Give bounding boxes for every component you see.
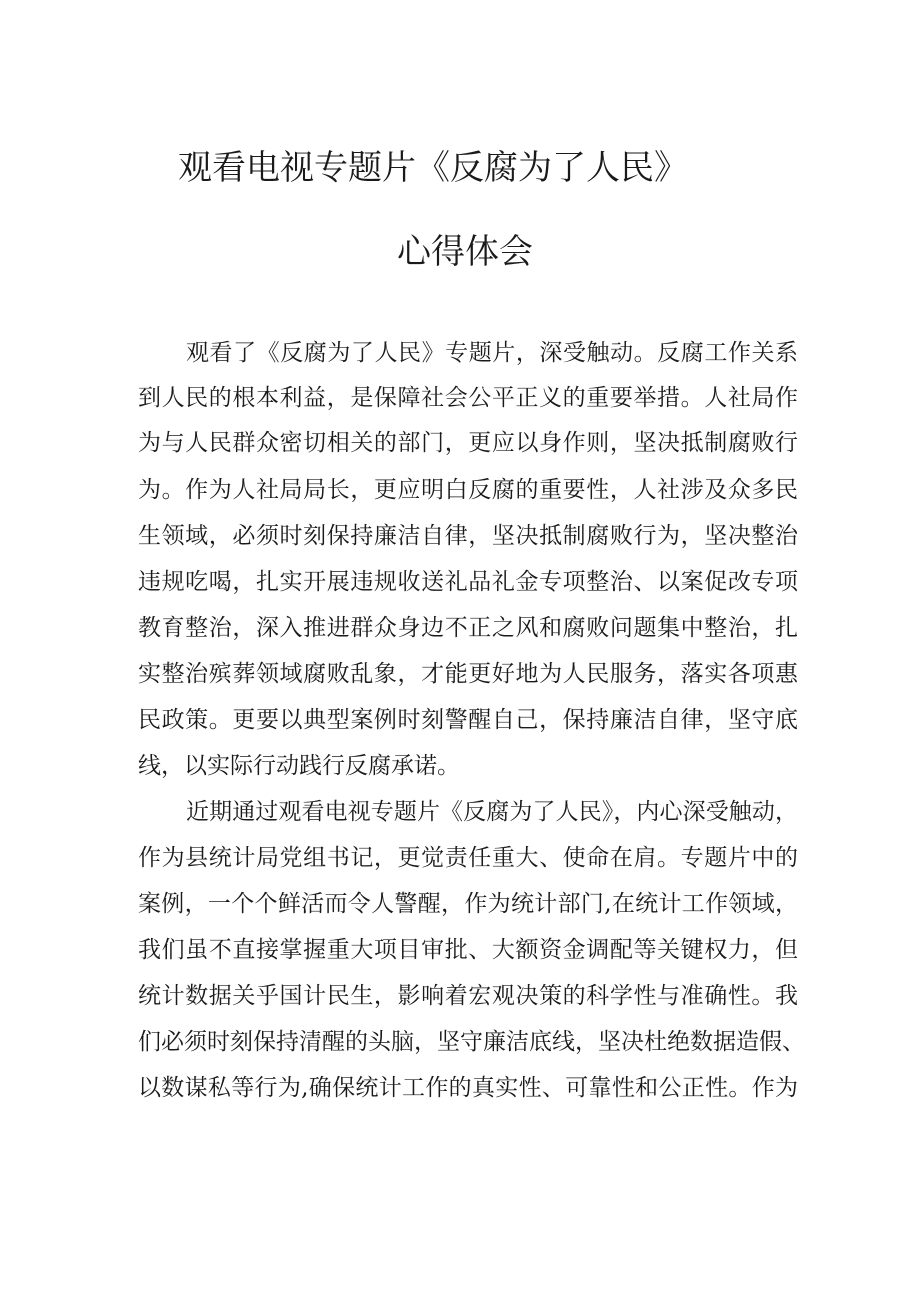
paragraph-1-line-9: 民政策。更要以典型案例时刻警醒自己，保持廉洁自律，坚守底 xyxy=(138,707,798,733)
paragraph-1-line-8: 实整治殡葬领域腐败乱象，才能更好地为人民服务，落实各项惠 xyxy=(138,661,798,687)
paragraph-1-line-10: 线，以实际行动践行反腐承诺。 xyxy=(138,753,460,779)
paragraph-1-line-6: 违规吃喝，扎实开展违规收送礼品礼金专项整治、以案促改专项 xyxy=(138,569,798,595)
document-title-line-1: 观看电视专题片《反腐为了人民》 xyxy=(178,148,688,188)
document-title-line-2: 心得体会 xyxy=(397,232,533,272)
paragraph-2-line-6: 们必须时刻保持清醒的头脑，坚守廉洁底线，坚决杜绝数据造假、 xyxy=(138,1029,805,1055)
paragraph-2-line-7: 以数谋私等行为,确保统计工作的真实性、可靠性和公正性。作为 xyxy=(138,1075,798,1101)
paragraph-1-line-3: 为与人民群众密切相关的部门，更应以身作则，坚决抵制腐败行 xyxy=(138,430,798,456)
paragraph-2-line-2: 作为县统计局党组书记，更觉责任重大、使命在肩。专题片中的 xyxy=(138,845,798,871)
paragraph-2-line-1: 近期通过观看电视专题片《反腐为了人民》，内心深受触动， xyxy=(186,799,798,825)
paragraph-1-line-1: 观看了《反腐为了人民》专题片，深受触动。反腐工作关系 xyxy=(186,340,798,366)
paragraph-2-line-5: 统计数据关乎国计民生，影响着宏观决策的科学性与准确性。我 xyxy=(138,983,798,1009)
paragraph-1-line-5: 生领域，必须时刻保持廉洁自律，坚决抵制腐败行为，坚决整治 xyxy=(138,523,798,549)
paragraph-2-line-3: 案例，一个个鲜活而令人警醒，作为统计部门,在统计工作领域， xyxy=(138,891,798,917)
paragraph-1-line-7: 教育整治，深入推进群众身边不正之风和腐败问题集中整治，扎 xyxy=(138,615,798,641)
paragraph-1-line-4: 为。作为人社局局长，更应明白反腐的重要性，人社涉及众多民 xyxy=(138,477,798,503)
paragraph-2-line-4: 我们虽不直接掌握重大项目审批、大额资金调配等关键权力，但 xyxy=(138,937,798,963)
paragraph-1-line-2: 到人民的根本利益，是保障社会公平正义的重要举措。人社局作 xyxy=(138,385,798,411)
